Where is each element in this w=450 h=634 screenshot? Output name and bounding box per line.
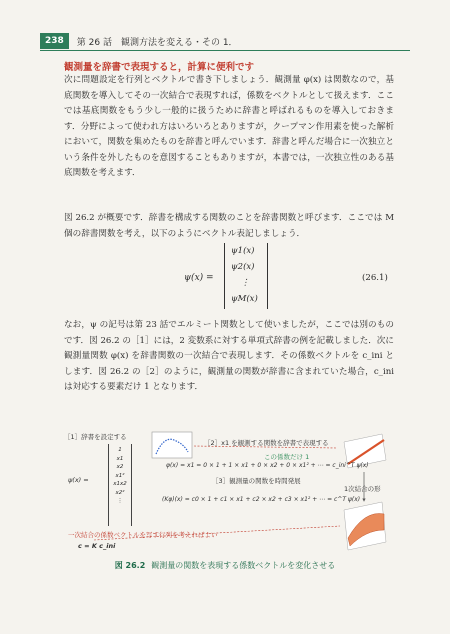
figure-caption [0,560,450,571]
figure-eq-line2: (Kφ)(x) = c0 × 1 + c1 × x1 + c2 × x2 + c3 × x1² + ⋯ = c^T ψ(x) [162,496,361,503]
dict-entry: x2 [116,464,124,470]
dict-entry: x2² [115,489,125,496]
page-number: 238 [40,33,69,49]
equation-entry: ψM(x) [231,294,258,304]
section-heading: 観測量を辞書で表現すると，計算に便利です [64,62,255,73]
equation-vector [224,243,268,309]
figure-26-2 [64,430,389,558]
dict-entry: x1x2 [113,481,127,487]
figure-coef-note: この係数だけ 1 [264,453,310,461]
equation-number: (26.1) [362,273,388,283]
paragraph-3: なお，ψ の記号は第 23 話でエルミート関数として使いましたが，ここでは別のものです．図 26.2 の［1］には，2 変数系に対する単項式辞書の例を記載しました．次に観測量関数 φ(x) を辞書関数の一次結合で表現します．その係数ベクトルを c_ini とします．図 26.2 の［2］のように，観測量の関数が辞書に含まれていた場合，c_ini は対応する要素だけ 1 となります． [64,320,394,392]
equation-entry: ψ2(x) [231,262,255,272]
trajectory-plot [152,432,192,458]
figure-matrix-eq: c = K c_ini [78,542,116,550]
figure-step3-label: ［3］観測量の関数を時間発展 [212,477,301,485]
figure-step1-label: ［1］辞書を設定する [64,433,127,441]
equation-entry: ⋮ [241,278,250,288]
figure-step2-label: ［2］x1 を観測する関数を辞書で表現する [204,439,329,447]
paragraph-1: 次に問題設定を行列とベクトルで書き下しましょう．観測量 φ(x) は関数なので，基底関数を導入してその一次結合で表現すれば，係数をベクトルとして扱えます．ここでは基底関数をもう少し一般的に扱うために辞書と呼ばれるものを導入しておきます．分野によって使われ方はいろいろとありますが，クープマン作用素を使った解析において，関数を集めたものを辞書と呼んでいます．辞書と呼んだ場合に一次独立という条件を外したものを意図することもありますが，本書では，一次独立性のある基底関数を考えます． [64,75,394,178]
figure-bottom-note: 一次結合の係数ベクトルを写す行列を考えればよい [68,531,218,539]
figure-combo-label: 1次結合の形 [344,485,381,493]
surface-plot-bottom [344,502,386,550]
caption-text: 観測量の関数を表現する係数ベクトルを変化させる [151,561,336,570]
dict-entry: ⋮ [117,498,123,504]
figure-vector-lhs: ψ(x) = [68,476,89,484]
equation-entry: ψ1(x) [231,246,255,256]
dict-entry: x1² [115,472,125,479]
equation-26-1 [64,243,394,311]
dict-entry: 1 [118,447,122,453]
paragraph-2: 図 26.2 が概要です．辞書を構成する関数のことを辞書関数と呼びます．ここでは M 個の辞書関数を考え，以下のようにベクトル表記しましょう． [64,213,394,239]
equation-lhs: ψ(x) = [184,273,214,283]
header-rule [40,50,410,51]
caption-number: 図 26.2 [114,561,146,570]
chapter-title: 第 26 話 観測方法を変える・その 1． [76,37,238,48]
page-header [40,33,238,49]
figure-eq-line1: φ(x) = x1 = 0 × 1 + 1 × x1 + 0 × x2 + 0 × x1² + ⋯ = c_ini^T ψ(x) [166,462,369,469]
dict-entry: x1 [116,455,124,462]
